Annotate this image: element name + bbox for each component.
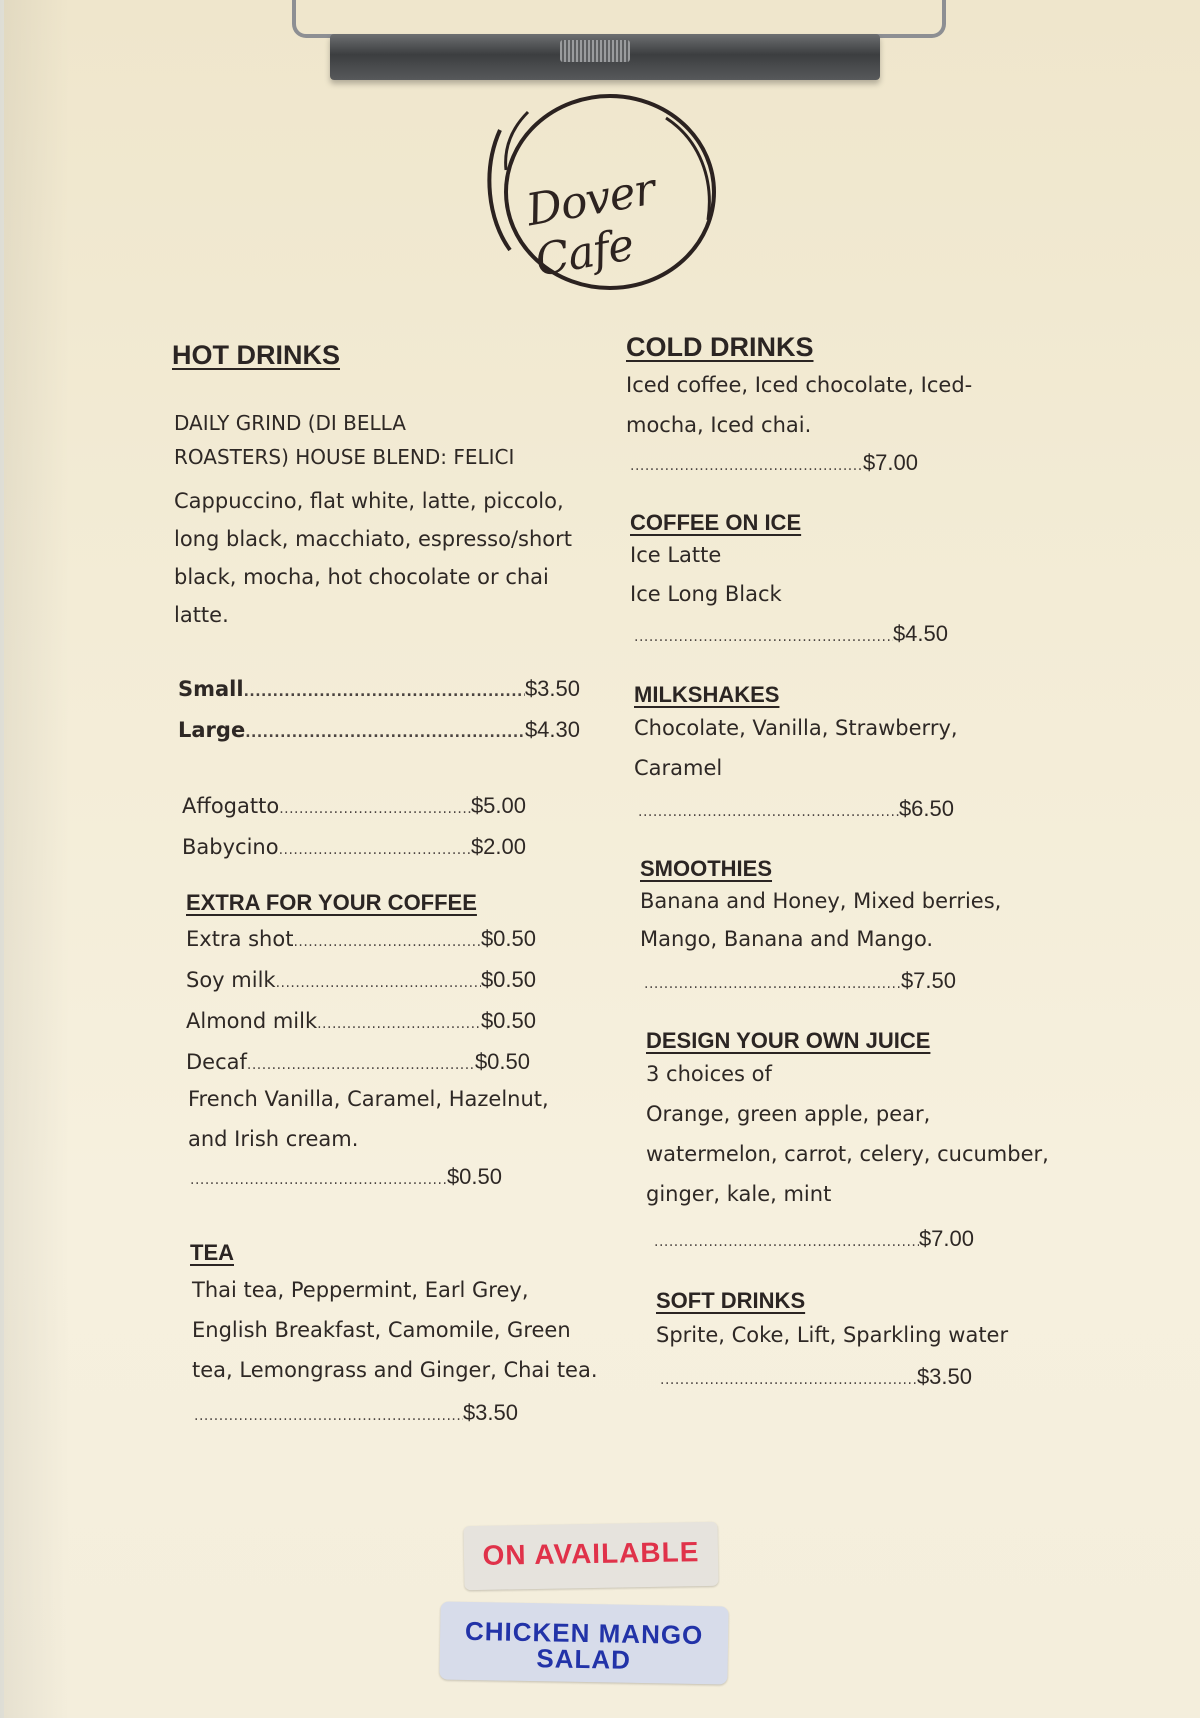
soft-drinks-section <box>656 1288 1096 1356</box>
dot-leader <box>279 790 471 828</box>
coffee-on-ice-line: Ice Latte <box>630 543 722 567</box>
price-row-babycino <box>182 828 526 869</box>
milkshakes-title: MILKSHAKES <box>634 682 780 707</box>
cold-drinks-section <box>626 332 1046 445</box>
item-price: $5.00 <box>470 793 526 818</box>
blend-line: ROASTERS) HOUSE BLEND: FELICI <box>174 445 515 469</box>
description-line: Cappuccino, flat white, latte, piccolo, <box>174 489 564 513</box>
smoothies-section <box>640 856 1060 958</box>
cafe-logo-text: Dover Cafe <box>522 163 659 287</box>
coffee-on-ice-section <box>630 510 1050 614</box>
special-sticker <box>439 1601 728 1684</box>
tea-price <box>194 1394 518 1435</box>
special-sticker-text: CHICKEN MANGO SALAD <box>464 1615 704 1675</box>
item-price: $3.50 <box>916 1364 972 1389</box>
dot-leader <box>638 793 899 831</box>
item-name: Extra shot <box>186 927 294 951</box>
item-price: $4.30 <box>524 717 580 742</box>
dot-leader <box>276 964 481 1002</box>
item-price: $0.50 <box>446 1164 502 1189</box>
dot-leader <box>654 1223 919 1261</box>
smoothies-price <box>644 962 956 1003</box>
dot-leader <box>245 714 525 752</box>
syrups <box>188 1079 608 1159</box>
soft-drinks-title: SOFT DRINKS <box>656 1288 806 1313</box>
item-name: Soy milk <box>186 968 276 992</box>
milkshakes-price <box>638 790 954 831</box>
description-line: black, mocha, hot chocolate or chai <box>174 565 549 589</box>
price-row-smoothies <box>644 962 956 1003</box>
smoothies-title: SMOOTHIES <box>640 856 773 881</box>
dot-leader <box>634 618 893 656</box>
availability-sticker <box>463 1522 718 1590</box>
item-name: Affogatto <box>182 794 280 818</box>
dot-leader <box>660 1361 917 1399</box>
dot-leader <box>630 447 863 485</box>
item-price: $3.50 <box>462 1400 518 1425</box>
clipboard-spring <box>560 40 630 62</box>
dot-leader <box>279 831 471 869</box>
item-price: $2.00 <box>470 834 526 859</box>
description-line: long black, macchiato, espresso/short <box>174 527 573 551</box>
coffee-on-ice-title: COFFEE ON ICE <box>630 510 802 535</box>
dot-leader <box>194 1397 463 1435</box>
price-row-extra-shot <box>186 920 536 961</box>
item-price: $0.50 <box>480 967 536 992</box>
item-name: Almond milk <box>186 1009 318 1033</box>
hot-drinks-blend <box>174 406 594 474</box>
tea-description <box>192 1270 632 1390</box>
item-price: $3.50 <box>524 676 580 701</box>
item-price: $7.50 <box>900 968 956 993</box>
size-price-list <box>178 670 580 752</box>
milkshakes-section <box>634 682 1054 788</box>
paper-shadow <box>0 0 70 1718</box>
price-row-syrups <box>190 1158 502 1199</box>
juice-line: watermelon, carrot, celery, cucumber, <box>646 1142 1049 1166</box>
item-price: $7.00 <box>918 1226 974 1251</box>
item-name: Decaf <box>186 1050 247 1074</box>
juice-price <box>654 1220 974 1261</box>
price-row-coffee-on-ice <box>634 615 948 656</box>
syrup-price <box>190 1158 502 1199</box>
price-row-almond-milk <box>186 1002 536 1043</box>
dot-leader <box>190 1161 447 1199</box>
smoothies-line: Mango, Banana and Mango. <box>640 927 934 951</box>
price-row-milkshakes <box>638 790 954 831</box>
item-name: Small <box>178 677 244 701</box>
item-name: Babycino <box>182 835 279 859</box>
cold-drinks-price <box>630 444 918 485</box>
extras-title: EXTRA FOR YOUR COFFEE <box>186 890 477 915</box>
dot-leader <box>644 965 901 1003</box>
juice-line: 3 choices of <box>646 1062 772 1086</box>
extras-list <box>186 920 536 1084</box>
juice-title: DESIGN YOUR OWN JUICE <box>646 1028 931 1053</box>
price-row-decaf <box>186 1043 530 1084</box>
milkshakes-line: Chocolate, Vanilla, Strawberry, <box>634 716 958 740</box>
item-price: $7.00 <box>862 450 918 475</box>
hot-drinks-section <box>172 340 582 371</box>
price-row-cold-drinks <box>630 444 918 485</box>
price-row-juice <box>654 1220 974 1261</box>
juice-line: Orange, green apple, pear, <box>646 1102 931 1126</box>
milkshakes-line: Caramel <box>634 756 723 780</box>
tea-section <box>190 1240 610 1266</box>
dot-leader <box>293 923 480 961</box>
item-price: $0.50 <box>480 1008 536 1033</box>
extras-section <box>186 890 606 916</box>
juice-section <box>646 1028 1086 1214</box>
soft-drinks-line: Sprite, Coke, Lift, Sparkling water <box>656 1323 1009 1347</box>
coffee-on-ice-price <box>634 615 948 656</box>
dot-leader <box>244 673 525 711</box>
availability-sticker-text: ON AVAILABLE <box>482 1536 700 1571</box>
item-price: $6.50 <box>898 796 954 821</box>
syrup-line: and Irish cream. <box>188 1127 359 1151</box>
hot-drinks-description <box>174 482 594 634</box>
clipboard-wire <box>292 0 946 38</box>
item-price: $0.50 <box>480 926 536 951</box>
tea-title: TEA <box>190 1240 234 1265</box>
smoothies-line: Banana and Honey, Mixed berries, <box>640 889 1002 913</box>
item-name: Large <box>178 718 246 742</box>
coffee-on-ice-line: Ice Long Black <box>630 582 782 606</box>
cold-drinks-title: COLD DRINKS <box>626 332 814 362</box>
juice-line: ginger, kale, mint <box>646 1182 832 1206</box>
other-hot-drinks <box>182 787 526 869</box>
dot-leader <box>317 1005 481 1043</box>
item-price: $4.50 <box>892 621 948 646</box>
price-row-soft-drinks <box>660 1358 972 1399</box>
cold-drinks-line: mocha, Iced chai. <box>626 413 812 437</box>
description-line: latte. <box>174 603 229 627</box>
hot-drinks-title: HOT DRINKS <box>172 340 340 370</box>
price-row-tea <box>194 1394 518 1435</box>
item-price: $0.50 <box>474 1049 530 1074</box>
soft-drinks-price <box>660 1358 972 1399</box>
price-row-soy-milk <box>186 961 536 1002</box>
syrup-line: French Vanilla, Caramel, Hazelnut, <box>188 1087 549 1111</box>
price-row-large <box>178 711 580 752</box>
tea-line: Thai tea, Peppermint, Earl Grey, <box>192 1278 529 1302</box>
blend-line: DAILY GRIND (DI BELLA <box>174 411 406 435</box>
price-row-affogatto <box>182 787 526 828</box>
cold-drinks-line: Iced coffee, Iced chocolate, Iced- <box>626 373 973 397</box>
price-row-small <box>178 670 580 711</box>
tea-line: tea, Lemongrass and Ginger, Chai tea. <box>192 1358 598 1382</box>
tea-line: English Breakfast, Camomile, Green <box>192 1318 571 1342</box>
